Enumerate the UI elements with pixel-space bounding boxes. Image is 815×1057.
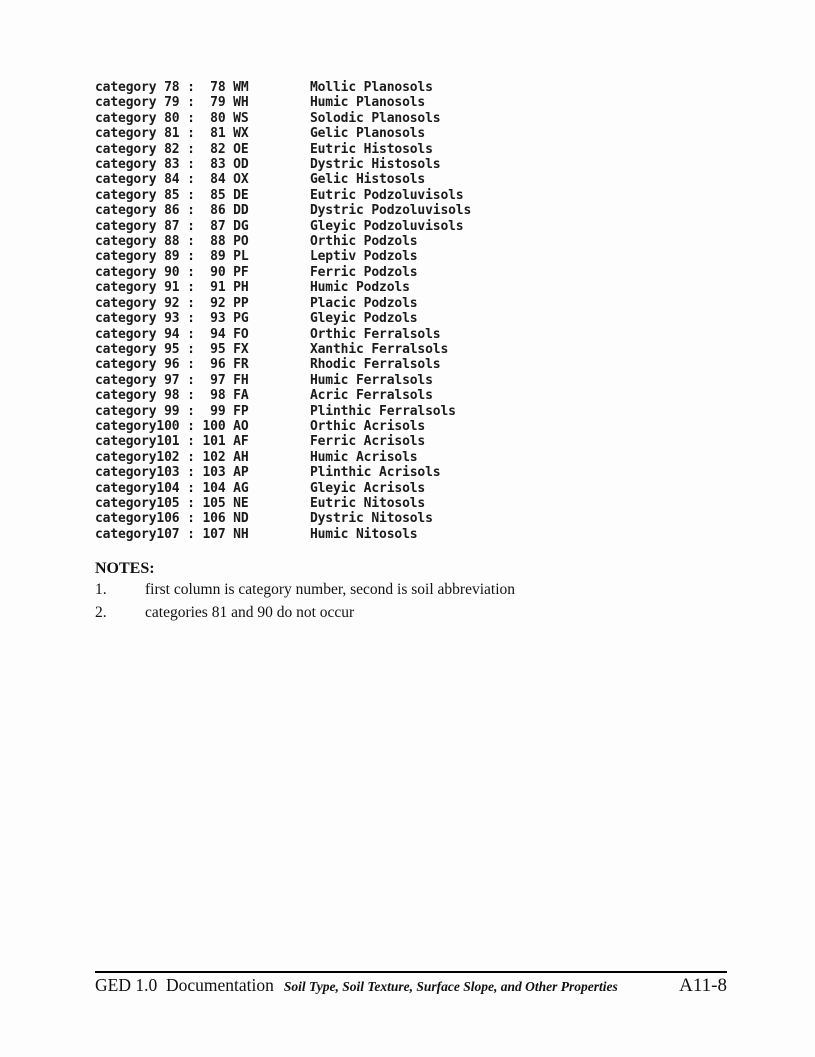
soil-category-row: category 93 : 93 PG Gleyic Podzols [95,311,418,327]
note-text: first column is category number, second is soil abbreviation [145,581,516,598]
soil-category-row: category 87 : 87 DG Gleyic Podzoluvisols [95,218,464,234]
soil-category-row: category101 : 101 AF Ferric Acrisols [95,434,426,450]
soil-category-row: category 84 : 84 OX Gelic Histosols [95,172,426,188]
soil-category-list [95,80,471,542]
soil-category-row: category 78 : 78 WM Mollic Planosols [95,80,433,95]
soil-category-row: category103 : 103 AP Plinthic Acrisols [95,465,441,481]
footer-page-number: A11-8 [679,975,727,996]
soil-category-row: category 92 : 92 PP Placic Podzols [95,295,418,311]
soil-category-row: category106 : 106 ND Dystric Nitosols [95,511,433,527]
soil-category-row: category 96 : 96 FR Rhodic Ferralsols [95,357,441,373]
soil-category-row: category 95 : 95 FX Xanthic Ferralsols [95,341,449,357]
soil-category-row: category 86 : 86 DD Dystric Podzoluvisols [95,203,472,219]
soil-category-row: category 82 : 82 OE Eutric Histosols [95,141,433,157]
soil-category-row: category 89 : 89 PL Leptiv Podzols [95,249,418,265]
note-number: 1. [95,581,107,598]
soil-category-row: category 80 : 80 WS Solodic Planosols [95,110,441,126]
footer [95,975,727,997]
soil-category-row: category 91 : 91 PH Humic Podzols [95,280,410,296]
soil-category-row: category 83 : 83 OD Dystric Histosols [95,157,441,173]
soil-category-row: category105 : 105 NE Eutric Nitosols [95,495,426,511]
notes-section [95,560,655,623]
footer-doc-title: GED 1.0 Documentation [95,975,274,995]
note-item [95,580,655,600]
soil-category-row: category 98 : 98 FA Acric Ferralsols [95,388,433,404]
soil-category-row: category104 : 104 AG Gleyic Acrisols [95,480,426,496]
soil-category-row: category 90 : 90 PF Ferric Podzols [95,264,418,280]
soil-category-row: category107 : 107 NH Humic Nitosols [95,526,418,542]
soil-category-row: category 85 : 85 DE Eutric Podzoluvisols [95,187,464,203]
note-number: 2. [95,604,107,621]
soil-category-row: category 88 : 88 PO Orthic Podzols [95,234,418,250]
soil-category-row: category 79 : 79 WH Humic Planosols [95,95,426,111]
footer-rule [95,971,727,973]
soil-category-row: category 97 : 97 FH Humic Ferralsols [95,372,433,388]
soil-category-row: category 94 : 94 FO Orthic Ferralsols [95,326,441,342]
notes-heading: NOTES: [95,560,155,577]
soil-category-row: category100 : 100 AO Orthic Acrisols [95,418,426,434]
note-text: categories 81 and 90 do not occur [145,604,355,621]
footer-section-title: Soil Type, Soil Texture, Surface Slope, and Other Properties [283,979,618,994]
soil-category-row: category 99 : 99 FP Plinthic Ferralsols [95,403,456,419]
soil-category-row: category102 : 102 AH Humic Acrisols [95,449,418,465]
soil-category-row: category 81 : 81 WX Gelic Planosols [95,126,426,142]
note-item [95,603,655,623]
